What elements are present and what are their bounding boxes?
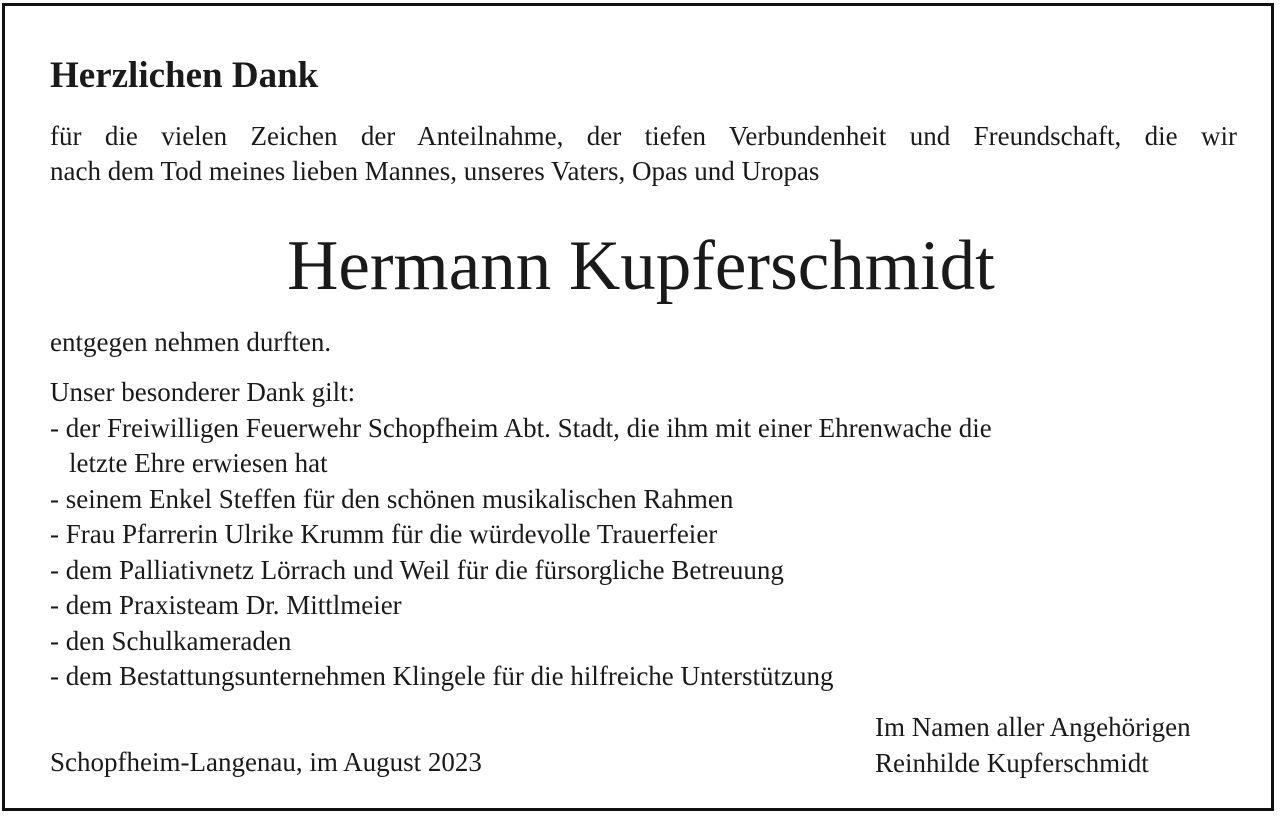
intro-line-2: nach dem Tod meines lieben Mannes, unseres Vaters, Opas und Uropas [50,156,820,186]
signature-name: Reinhilde Kupferschmidt [875,747,1149,778]
thanks-item: - dem Praxisteam Dr. Mittlmeier [50,590,402,620]
thanks-intro: Unser besonderer Dank gilt: [50,377,356,407]
thanks-item: - den Schulkameraden [50,625,292,656]
notice-heading: Herzlichen Dank [50,55,319,96]
intro-line-1: für die vielen Zeichen der Anteilnahme, der tiefen Verbundenheit und Freundschaft, die wir [50,121,1237,151]
signature-block [875,710,1191,781]
thanks-item: - Frau Pfarrerin Ulrike Krumm für die würdevolle Trauerfeier [50,519,718,549]
thanks-item: - dem Palliativnetz Lörrach und Weil für die fürsorgliche Betreuung [50,554,784,585]
thanks-item: - der Freiwilligen Feuerwehr Schopfheim Abt. Stadt, die ihm mit einer Ehrenwache die [50,412,992,443]
place-and-date: Schopfheim-Langenau, im August 2023 [50,747,482,777]
thanks-list [50,375,992,695]
thanks-item: - dem Bestattungsunternehmen Klingele für die hilfreiche Unterstützung [50,661,834,691]
thanks-item: - seinem Enkel Steffen für den schönen musikalischen Rahmen [50,483,734,514]
obituary-notice [2,3,1274,811]
closing-line: entgegen nehmen durften. [50,327,332,357]
intro-paragraph [50,119,1237,189]
thanks-item-continuation: letzte Ehre erwiesen hat [69,448,328,478]
deceased-name: Hermann Kupferschmidt [287,227,995,305]
signature-line-1: Im Namen aller Angehörigen [875,712,1191,742]
